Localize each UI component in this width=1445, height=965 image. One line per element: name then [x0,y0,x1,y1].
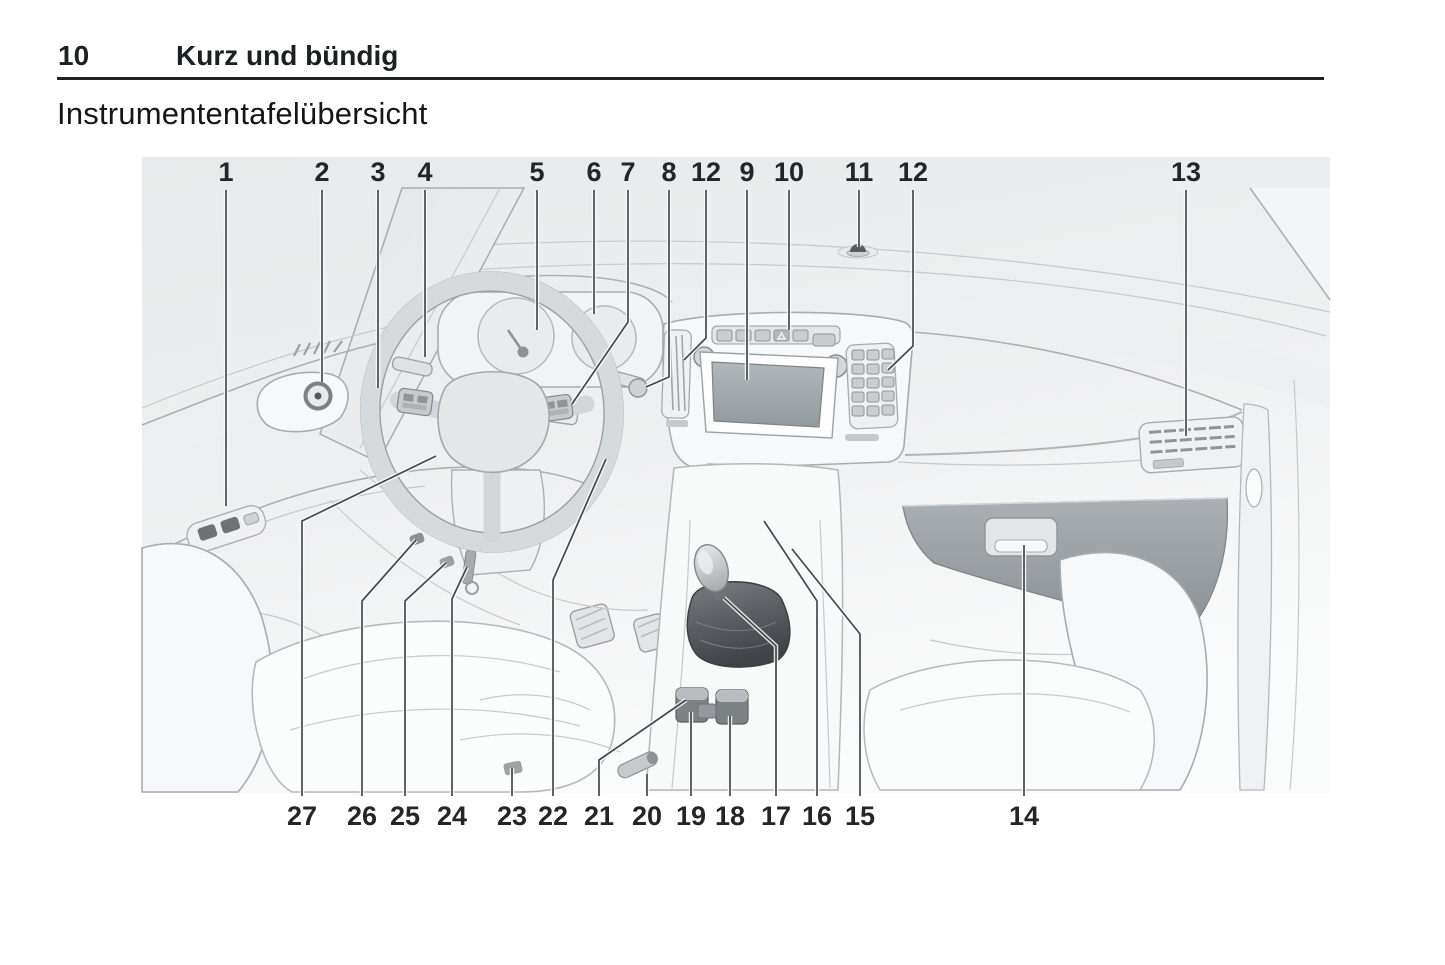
callout-label-18: 18 [714,801,746,831]
left-spoke-buttons [396,388,433,416]
center-stack [661,312,913,469]
top-button-strip [712,326,840,346]
callout-label-12: 12 [897,157,929,187]
callout-label-4: 4 [417,157,433,187]
hazard-button [774,330,789,341]
page-number: 10 [58,40,90,71]
touchscreen [712,362,824,427]
callout-label-23: 23 [496,801,528,831]
callout-label-24: 24 [436,801,468,831]
door-grab-recess [1246,469,1262,507]
callout-label-13: 13 [1170,157,1202,187]
callout-label-6: 6 [586,157,602,187]
chapter-title: Kurz und bündig [176,40,399,71]
door-handle-recess [257,372,348,431]
glovebox-handle [985,518,1057,556]
callout-label-15: 15 [844,801,876,831]
callout-label-3: 3 [370,157,386,187]
callout-label-25: 25 [389,801,421,831]
callout-label-16: 16 [801,801,833,831]
callout-label-2: 2 [314,157,330,187]
callout-label-14: 14 [1008,801,1040,831]
callout-label-10: 10 [773,157,805,187]
callout-label-7: 7 [620,157,636,187]
callout-label-20: 20 [631,801,663,831]
right-keypad [846,343,898,429]
callout-label-26: 26 [346,801,378,831]
callout-label-22: 22 [537,801,569,831]
callout-label-19: 19 [675,801,707,831]
side-air-vent [1138,416,1245,473]
airbag-pad [438,372,549,473]
callout-label-12: 12 [690,157,722,187]
cd-slot [845,434,879,441]
callout-label-21: 21 [583,801,615,831]
speedometer-dial [478,298,554,374]
callout-label-11: 11 [844,157,874,187]
section-title: Instrumententafelübersicht [57,96,428,131]
callout-label-1: 1 [218,157,234,187]
callout-label-5: 5 [529,157,545,187]
callout-label-9: 9 [739,157,755,187]
mirror-adjust-knob [306,384,331,409]
callout-label-27: 27 [286,801,318,831]
callout-label-8: 8 [661,157,677,187]
callout-label-17: 17 [760,801,792,831]
